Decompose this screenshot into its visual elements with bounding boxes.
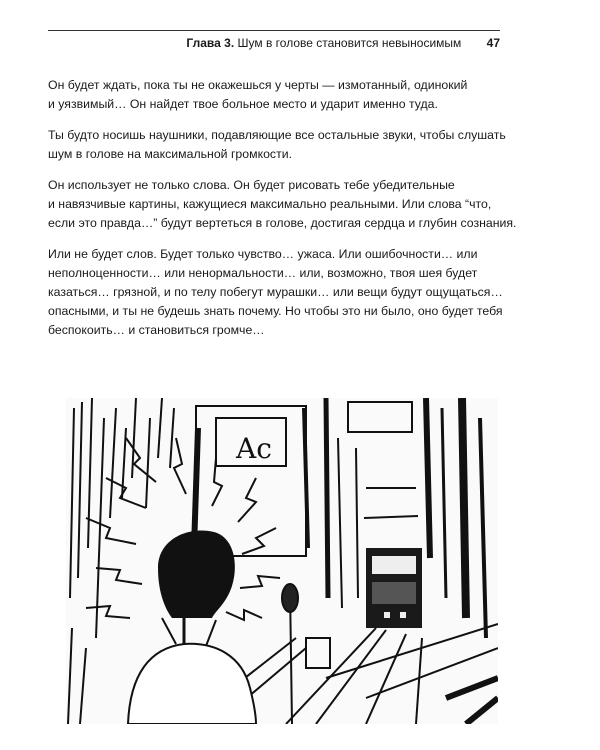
paragraph-3: [48, 176, 517, 233]
page-number: 47: [486, 36, 500, 50]
body-text: [48, 76, 517, 352]
sign-text: Ac: [236, 432, 272, 465]
text-line: Он использует не только слова. Он будет рисовать тебе убедительные: [48, 178, 455, 192]
text-line: казаться… грязной, и по телу побегут мурашки… или вещи будут ощущаться…: [48, 285, 503, 299]
text-line: и уязвимый… Он найдет твое больное место и ударит именно туда.: [48, 97, 438, 111]
chapter-title: Шум в голове становится невыносимым: [237, 36, 462, 50]
text-line: Ты будто носишь наушники, подавляющие все остальные звуки, чтобы слушать: [48, 128, 506, 142]
paragraph-2: [48, 126, 506, 164]
text-line: Или не будет слов. Будет только чувство… ужаса. Или ошибочности… или: [48, 247, 478, 261]
text-line: если это правда…” будут вертеться в голове, достигая сердца и глубин сознания.: [48, 216, 517, 230]
paragraph-4: [48, 245, 503, 340]
tram: [366, 548, 422, 628]
chapter-label: Глава 3.: [186, 36, 235, 50]
text-line: беспокоить… и становиться громче…: [48, 323, 265, 337]
text-line: шум в голове на максимальной громкости.: [48, 147, 292, 161]
text-line: опасными, и ты не будешь знать почему. Но чтобы это ни было, оно будет тебя: [48, 304, 503, 318]
paragraph-1: [48, 76, 500, 114]
running-header: [48, 36, 500, 54]
text-line: и навязчивые картины, кажущиеся максимально реальными. Или слова “что,: [48, 197, 492, 211]
text-line: Он будет ждать, пока ты не окажешься у черты — измотанный, одинокий: [48, 78, 468, 92]
text-line: неполноценности… или ненормальности… или, возможно, твоя шея будет: [48, 266, 478, 280]
street-illustration: [66, 398, 498, 724]
header-rule: [48, 30, 500, 31]
